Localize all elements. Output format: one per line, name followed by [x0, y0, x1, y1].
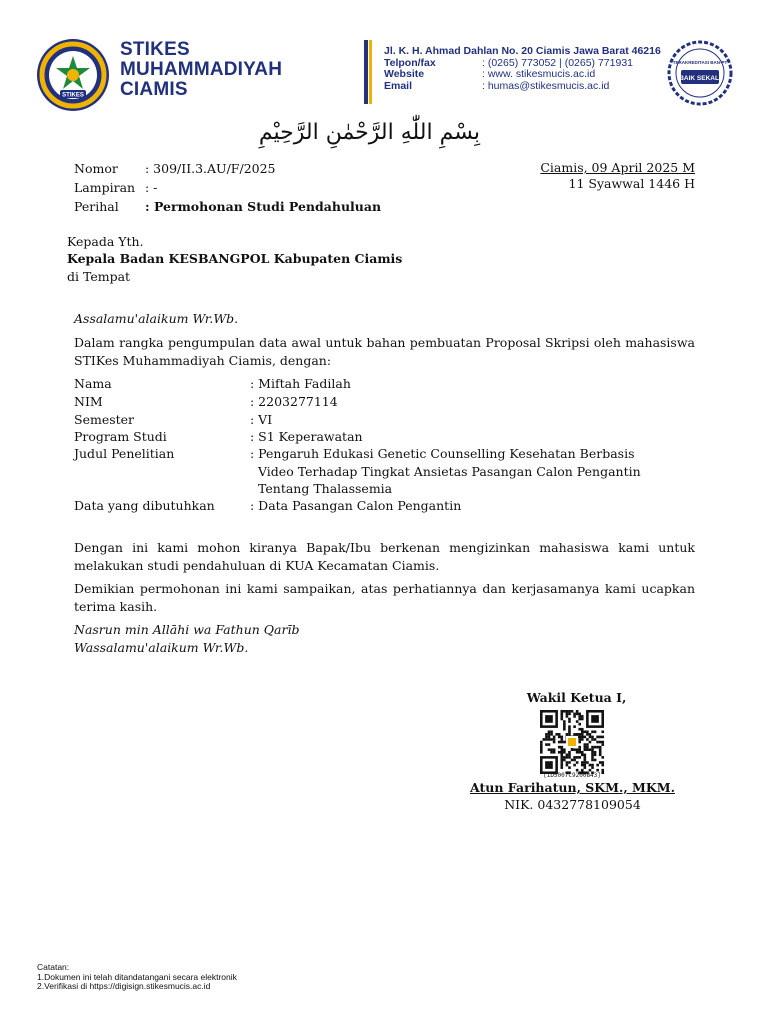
field-label: Data yang dibutuhkan [74, 498, 215, 513]
contact-label: Website [384, 68, 425, 80]
field-row [74, 497, 695, 515]
signatory-nik: NIK. 0432778109054 [504, 797, 641, 812]
recipient-place: di Tempat [67, 269, 131, 284]
field-row [74, 445, 663, 498]
field-row [74, 393, 695, 411]
notes-heading: Catatan: [37, 962, 70, 972]
svg-text:BAIK SEKALI: BAIK SEKALI [679, 75, 721, 82]
label: Perihal [74, 199, 119, 214]
letter-number-row [74, 161, 276, 176]
field-value: : Pengaruh Edukasi Genetic Counselling Kesehatan Berbasis Video Terhadap Tingkat Ansietas Pasangan Calon Pengantin Tentang Thalassemia [250, 446, 641, 496]
field-row [74, 411, 695, 429]
subject-row [74, 199, 381, 214]
attachment: : - [145, 180, 158, 195]
subject: : Permohonan Studi Pendahuluan [145, 199, 382, 214]
qr-code-id: [1D5007C9200843] [543, 772, 601, 779]
label: Nomor [74, 161, 118, 176]
svg-text:STIKES: STIKES [62, 92, 84, 99]
contact-block [384, 46, 661, 92]
label: Lampiran [74, 180, 136, 195]
field-value: : S1 Keperawatan [250, 429, 363, 444]
header-divider-accent [369, 40, 372, 104]
contact-value: : www. stikesmucis.ac.id [482, 68, 596, 80]
contact-row [384, 69, 661, 81]
field-label: Semester [74, 412, 135, 427]
contact-value: : (0265) 773052 | (0265) 771931 [482, 56, 634, 69]
institution-name [120, 40, 282, 100]
qr-code-icon [540, 710, 604, 774]
contact-value: : humas@stikesmucis.ac.id [482, 79, 610, 92]
institution-name-line: STIKES [120, 39, 190, 60]
institution-name-line: CIAMIS [120, 79, 188, 100]
notes-line: 2.Verifikasi di https://digisign.stikesmucis.ac.id [37, 981, 211, 991]
contact-label: Telpon/fax [384, 56, 436, 69]
field-row [74, 375, 695, 393]
date-block [470, 160, 695, 192]
notes-line: 1.Dokumen ini telah ditandatangani secara elektronik [37, 971, 237, 982]
field-value: : VI [250, 412, 273, 427]
footer-notes [37, 963, 237, 992]
address: Jl. K. H. Ahmad Dahlan No. 20 Ciamis Jawa Barat 46216 [384, 45, 661, 57]
request-paragraph: Dengan ini kami mohon kiranya Bapak/Ibu berkenan mengizinkan mahasiswa kami untuk melakukan studi pendahuluan di KUA Kecamatan Ciamis. [74, 540, 695, 573]
recipient-salutation: Kepada Yth. [67, 234, 144, 249]
institution-logo [36, 38, 110, 112]
institution-name-line: MUHAMMADIYAH [120, 59, 283, 80]
recipient-name: Kepala Badan KESBANGPOL Kabupaten Ciamis [67, 251, 403, 266]
signatory-name: Atun Farihatun, SKM., MKM. [470, 780, 675, 795]
header-divider [364, 40, 368, 104]
svg-text:TERAKREDITASI BAN-PT: TERAKREDITASI BAN-PT [672, 60, 728, 65]
field-value: : Miftah Fadilah [250, 376, 351, 391]
attachment-row [74, 180, 157, 195]
letter-number: : 309/II.3.AU/F/2025 [145, 161, 276, 176]
bismillah-calligraphy: بِسْمِ اللّٰهِ الرَّحْمٰنِ الرَّحِيْمِ [258, 120, 480, 145]
contact-label: Email [384, 79, 413, 92]
field-value: : Data Pasangan Calon Pengantin [250, 498, 462, 513]
hijri-date: 11 Syawwal 1446 H [568, 176, 695, 191]
field-value: : 2203277114 [250, 394, 338, 409]
closing-salam: Wassalamu'alaikum Wr.Wb. [74, 640, 249, 655]
intro-paragraph: Dalam rangka pengumpulan data awal untuk bahan pembuatan Proposal Skripsi oleh mahasiswa STIKes Muhammadiyah Ciamis, dengan: [74, 335, 695, 368]
field-label: Nama [74, 376, 112, 391]
letter-date: Ciamis, 09 April 2025 M [540, 160, 695, 175]
greeting: Assalamu'alaikum Wr.Wb. [74, 311, 239, 326]
closing-paragraph: Demikian permohonan ini kami sampaikan, atas perhatiannya dan kerjasamanya kami ucapkan terima kasih. [74, 581, 695, 614]
signature-block [470, 690, 675, 812]
field-row [74, 428, 695, 446]
field-label: Program Studi [74, 429, 167, 444]
accreditation-badge [667, 40, 733, 106]
closing-prayer: Nasrun min Allāhi wa Fathun Qarīb [74, 622, 300, 637]
contact-row [384, 81, 661, 93]
field-label: NIM [74, 394, 103, 409]
signatory-title: Wakil Ketua I, [526, 690, 627, 705]
field-label: Judul Penelitian [74, 446, 175, 461]
